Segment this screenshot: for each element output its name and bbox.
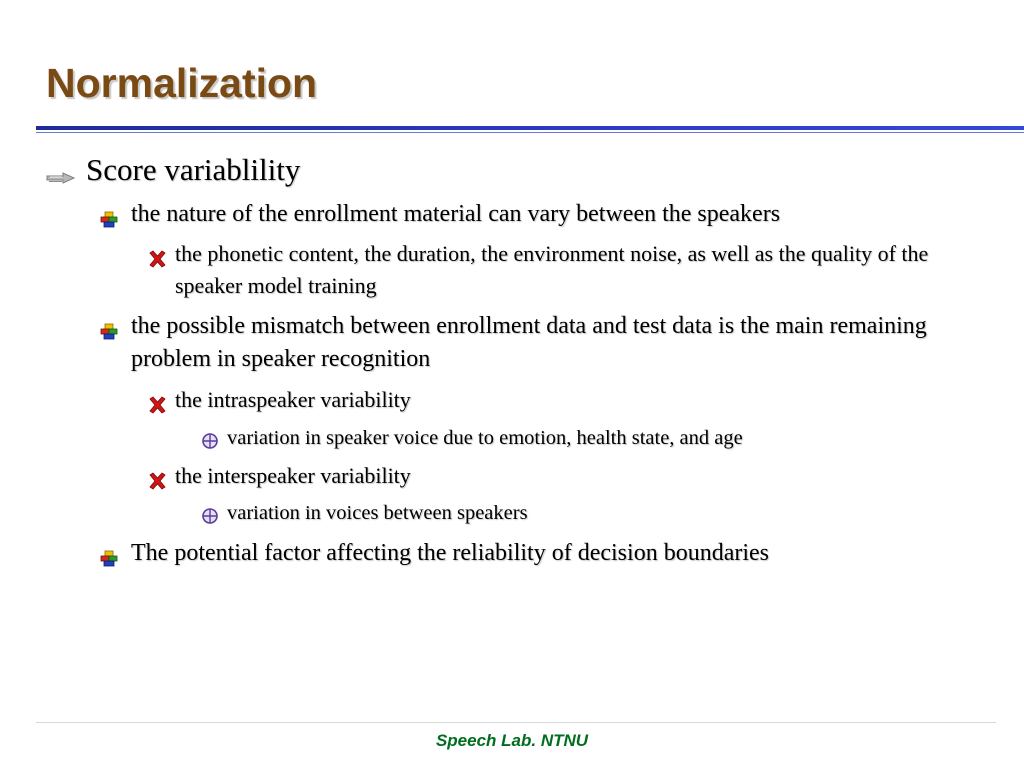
crosshair-circle-icon <box>201 429 219 459</box>
bullet-text: The potential factor affecting the reliability of decision boundaries <box>131 540 769 566</box>
bullet-text: Score variablility <box>86 152 301 187</box>
title-rule-thick <box>36 126 1024 130</box>
bullet-text: the intraspeaker variability <box>175 387 411 412</box>
bullet-item-level2 <box>131 198 991 231</box>
red-x-icon <box>148 391 167 423</box>
stacked-blocks-icon <box>100 318 118 351</box>
bullet-item-level3 <box>175 460 965 492</box>
bullet-item-level2 <box>131 310 971 376</box>
title-rule-thin <box>36 132 1024 133</box>
bullet-item-level3 <box>175 238 965 302</box>
bullet-item-level3 <box>175 384 965 416</box>
red-x-icon <box>148 245 167 277</box>
bullet-text: the phonetic content, the duration, the environment noise, as well as the quality of the speaker model training <box>175 241 929 298</box>
title-rule <box>36 126 1024 134</box>
stacked-blocks-icon <box>100 206 118 239</box>
red-x-icon <box>148 467 167 499</box>
slide-title: Normalization <box>46 60 318 106</box>
bullet-text: the nature of the enrollment material can vary between the speakers <box>131 201 781 227</box>
bullet-text: the possible mismatch between enrollment data and test data is the main remaining problem in speaker recognition <box>131 313 927 372</box>
bullet-item-level4 <box>227 423 997 453</box>
pointing-hand-icon <box>46 160 76 196</box>
bullet-text: variation in voices between speakers <box>227 502 528 524</box>
bullet-text: the interspeaker variability <box>175 463 411 488</box>
crosshair-circle-icon <box>201 504 219 534</box>
footer-rule <box>36 722 996 723</box>
stacked-blocks-icon <box>100 545 118 578</box>
bullet-text: variation in speaker voice due to emotion, health state, and age <box>227 427 743 449</box>
bullet-item-level4 <box>227 498 997 528</box>
bullet-item-level1 <box>86 152 986 188</box>
footer-text: Speech Lab. NTNU <box>435 731 589 750</box>
bullet-item-level2 <box>131 537 991 570</box>
